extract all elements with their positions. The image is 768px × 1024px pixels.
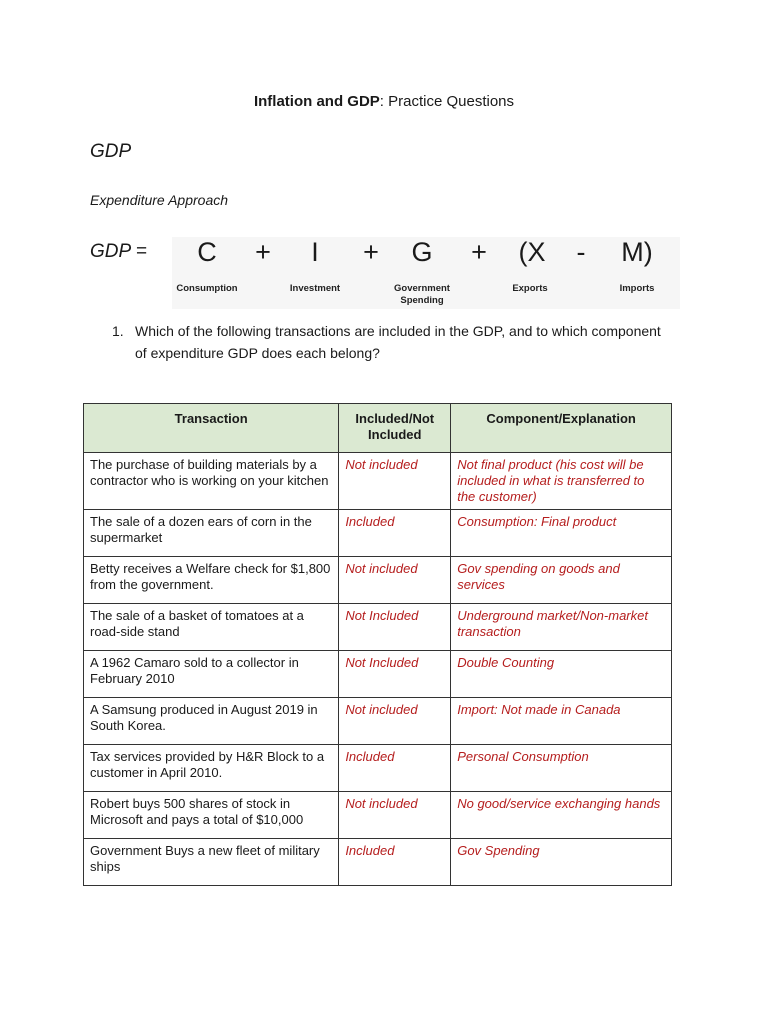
table-row [84, 651, 672, 698]
header-transaction: Transaction [84, 404, 339, 453]
explanation-cell: No good/service exchanging hands [451, 792, 672, 839]
formula-symbol: (X [518, 237, 546, 267]
subheading: Expenditure Approach [90, 192, 229, 208]
header-component: Component/Explanation [451, 404, 672, 453]
table-header-row [84, 404, 672, 453]
formula-symbol: G [411, 237, 433, 267]
table-row [84, 745, 672, 792]
included-cell: Not Included [339, 651, 451, 698]
formula-caption: Investment [289, 283, 341, 294]
transaction-cell: The sale of a basket of tomatoes at a road-side stand [84, 604, 339, 651]
explanation-cell: Underground market/Non-market transaction [451, 604, 672, 651]
table-row [84, 557, 672, 604]
included-cell: Included [339, 839, 451, 886]
formula-caption: Imports [619, 283, 655, 294]
explanation-cell: Not final product (his cost will be included in what is transferred to the customer) [451, 453, 672, 510]
formula-symbol: + [363, 237, 379, 267]
formula-symbol: M) [621, 237, 653, 267]
included-cell: Not included [339, 557, 451, 604]
question-1 [112, 320, 672, 364]
explanation-cell: Personal Consumption [451, 745, 672, 792]
included-cell: Not Included [339, 604, 451, 651]
explanation-cell: Gov spending on goods and services [451, 557, 672, 604]
transaction-cell: Robert buys 500 shares of stock in Microsoft and pays a total of $10,000 [84, 792, 339, 839]
included-cell: Included [339, 510, 451, 557]
table-row [84, 453, 672, 510]
transaction-cell: Betty receives a Welfare check for $1,800 from the government. [84, 557, 339, 604]
included-cell: Not included [339, 453, 451, 510]
table-row [84, 510, 672, 557]
included-cell: Not included [339, 698, 451, 745]
question-text: Which of the following transactions are included in the GDP, and to which component of expenditure GDP does each belong? [135, 323, 661, 361]
table-row [84, 792, 672, 839]
section-heading: GDP [90, 141, 132, 162]
formula-symbol: C [197, 237, 217, 267]
transaction-cell: A Samsung produced in August 2019 in South Korea. [84, 698, 339, 745]
page-title [0, 93, 768, 110]
formula-symbol: I [311, 237, 319, 267]
transaction-cell: Government Buys a new fleet of military ships [84, 839, 339, 886]
transaction-cell: The purchase of building materials by a contractor who is working on your kitchen [84, 453, 339, 510]
transaction-cell: A 1962 Camaro sold to a collector in February 2010 [84, 651, 339, 698]
formula-caption: Government Spending [394, 283, 450, 306]
formula-symbol: + [255, 237, 271, 267]
table-row [84, 604, 672, 651]
table-row [84, 839, 672, 886]
explanation-cell: Import: Not made in Canada [451, 698, 672, 745]
formula-caption: Consumption [176, 283, 238, 294]
included-cell: Not included [339, 792, 451, 839]
formula-image [172, 237, 680, 309]
transactions-table [83, 403, 672, 886]
title-bold: Inflation and GDP [253, 93, 380, 110]
title-rest: : Practice Questions [379, 93, 515, 110]
formula-label: GDP = [90, 241, 147, 262]
explanation-cell: Consumption: Final product [451, 510, 672, 557]
formula-symbol: + [471, 237, 487, 267]
transaction-cell: The sale of a dozen ears of corn in the supermarket [84, 510, 339, 557]
formula-symbol: - [576, 237, 586, 267]
table-row [84, 698, 672, 745]
explanation-cell: Double Counting [451, 651, 672, 698]
explanation-cell: Gov Spending [451, 839, 672, 886]
question-number: 1. [112, 323, 124, 339]
included-cell: Included [339, 745, 451, 792]
formula-caption: Exports [512, 283, 548, 294]
header-included: Included/Not Included [339, 404, 451, 453]
transaction-cell: Tax services provided by H&R Block to a customer in April 2010. [84, 745, 339, 792]
